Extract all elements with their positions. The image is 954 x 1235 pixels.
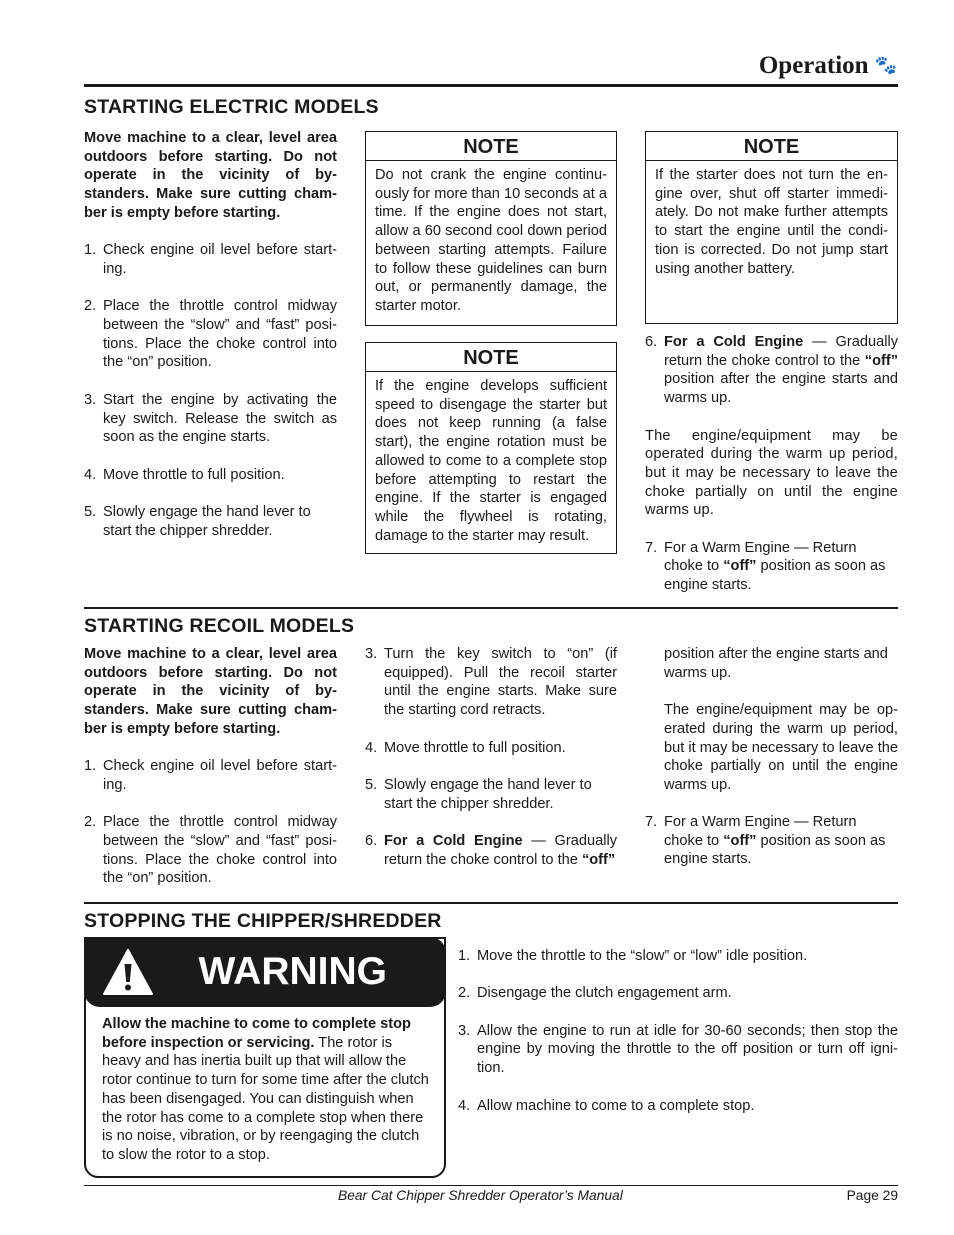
note-box-starter: [645, 131, 898, 324]
list-item: 6. For a Cold Engine — Gradually return the choke control to the “off”: [365, 832, 617, 868]
list-item: 5. Slowly engage the hand lever to start the chipper shredder.: [365, 776, 592, 812]
section-divider: [84, 902, 898, 904]
list-item: 1. Check engine oil level before starting.: [84, 758, 337, 793]
electric-left-column: [84, 129, 337, 559]
warning-box: [84, 937, 446, 1178]
note-body: If the starter does not turn the engine over, shut off starter immediately. Do not make further attempts to start the engine until the condition is corrected. Do not jump start using another battery.: [655, 167, 888, 277]
electric-steps-list-cont: [645, 333, 898, 408]
recoil-left-column: [84, 645, 337, 907]
electric-intro: Move machine to a clear, level area outdoors before starting. Do not operate in the vicinity of bystanders. Make sure cutting chamber is empty before starting.: [84, 130, 337, 221]
recoil-steps-list: [84, 757, 337, 888]
recoil-right-column: [664, 645, 898, 813]
electric-steps-list: [84, 241, 337, 540]
warning-body: Allow the machine to come to complete stop before inspection or servicing. The rotor is heavy and has inertia built up that will allow the rotor continue to turn for some time after the clutch has been disengaged. You can distinguish when the rotor has come to a complete stop when there is no noise, vibration, or by reengaging the clutch to slow the rotor to a stop.: [102, 1016, 429, 1163]
section-header: [759, 52, 897, 80]
list-item: 5. Slowly engage the hand lever to start the chipper shredder.: [84, 503, 311, 539]
stopping-steps-list: [458, 947, 898, 1115]
heading-stopping: STOPPING THE CHIPPER/SHREDDER: [84, 910, 442, 932]
list-item: 3. Start the engine by activating the key switch. Release the switch as soon as the engine starts.: [84, 391, 337, 446]
recoil-intro: Move machine to a clear, level area outdoors before starting. Do not operate in the vicinity of bystanders. Make sure cutting chamber is empty before starting.: [84, 646, 337, 737]
recoil-middle-column: [365, 645, 617, 888]
paw-print-icon: 🐾: [874, 55, 897, 75]
list-item: 4. Move throttle to full position.: [84, 466, 285, 483]
note-title: NOTE: [365, 343, 617, 372]
list-item: 3. Allow the engine to run at idle for 30-60 seconds; then stop the engine by moving the throttle to the off position or turn off ignition.: [458, 1022, 898, 1077]
list-item: 1. Move the throttle to the “slow” or “low” idle position.: [458, 948, 808, 964]
electric-steps-list-end: [645, 539, 898, 595]
note-body: Do not crank the engine continuously for more than 10 seconds at a time. If the engine does not start, allow a 60 second cool down period between starting attempts. Failure to follow these guidelines can burn out, or permanently damage, the starter motor.: [375, 167, 608, 314]
list-item: 7. For a Warm Engine — Return choke to “off” position as soon as engine starts.: [645, 814, 886, 868]
list-item: 1. Check engine oil level before starting.: [84, 242, 337, 277]
list-item: 4. Move throttle to full position.: [365, 739, 566, 756]
list-item: 2. Place the throttle control midway between the “slow” and “fast” positions. Place the choke control into the “on” position.: [84, 814, 337, 887]
recoil-step6-continuation: position after the engine starts and warms up.: [664, 646, 888, 681]
list-item: 3. Turn the key switch to “on” (if equipped). Pull the recoil starter until the engine starts. Make sure the starting cord retracts.: [365, 646, 617, 719]
footer-rule: [84, 1185, 898, 1186]
heading-starting-electric: STARTING ELECTRIC MODELS: [84, 96, 379, 118]
note-title: NOTE: [645, 132, 898, 161]
list-item: 2. Disengage the clutch engagement arm.: [458, 985, 732, 1002]
heading-starting-recoil: STARTING RECOIL MODELS: [84, 615, 355, 637]
list-item: 7. For a Warm Engine — Return choke to “off” position as soon as engine starts.: [645, 539, 886, 594]
warning-title: WARNING: [198, 949, 387, 993]
electric-right-column: [645, 333, 898, 614]
list-item: 6. For a Cold Engine — Gradually return the choke control to the “off” position after the engine starts and warms up.: [645, 334, 898, 407]
warning-banner: [84, 937, 446, 1007]
header-rule: [84, 84, 898, 87]
section-title: Operation: [758, 52, 869, 79]
recoil-steps-list-mid: [365, 645, 617, 869]
recoil-steps-list-end: [645, 813, 898, 869]
warning-triangle-icon: [102, 948, 154, 996]
list-item: 4. Allow machine to come to a complete stop.: [458, 1097, 755, 1114]
list-item: 2. Place the throttle control midway between the “slow” and “fast” positions. Place the choke control into the “on” position.: [84, 298, 337, 371]
note-title: NOTE: [365, 132, 617, 161]
note-body: If the engine develops sufficient speed to disengage the starter but does not keep running (a false start), the engine rotation must be allowed to come to a complete stop before attempting to restart the engine. If the starter is engaged while the flywheel is rotating, damage to the starter may result.: [375, 378, 607, 544]
note-box-crank: [365, 131, 617, 326]
recoil-warmup-paragraph: The engine/equipment may be operated during the warm up period, but it may be necessary to leave the choke partially on until the engine warms up.: [664, 702, 898, 793]
note-box-false-start: [365, 342, 617, 554]
footer-page-number: Page 29: [846, 1188, 898, 1203]
stopping-steps-column: [458, 947, 898, 1134]
footer-manual-title: Bear Cat Chipper Shredder Operator’s Manual: [338, 1188, 623, 1203]
electric-warmup-paragraph: The engine/equipment may be operated during the warm up period, but it may be necessary to leave the choke partially on until the engine warms up.: [645, 427, 898, 519]
recoil-step7: [645, 813, 898, 888]
section-divider: [84, 607, 898, 609]
